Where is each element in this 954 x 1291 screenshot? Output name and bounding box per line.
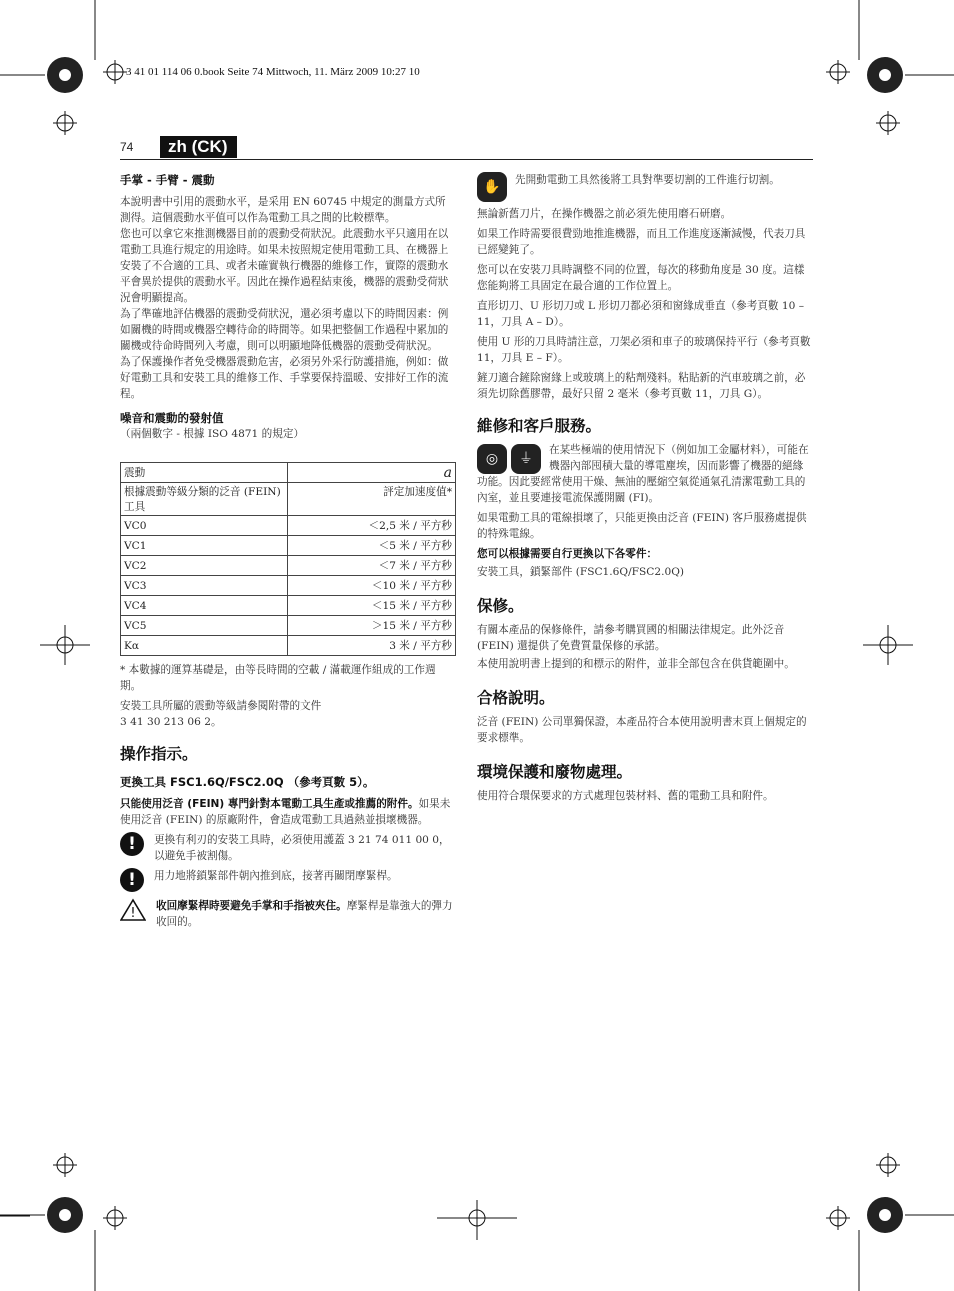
- table-row: [121, 636, 456, 656]
- warning-icon: !: [120, 832, 144, 856]
- table-subhead-left: 根據震動等級分類的泛音 (FEIN) 工具: [121, 483, 288, 516]
- right-paragraph-5: 使用 U 形的刀具時請注意，刀架必須和車子的玻璃保持平行（參考頁數 11，刀具 E – F）。: [477, 336, 811, 364]
- right-paragraph-2: 如果工作時需要很費勁地推進機器，而且工作進度逐漸減慢，代表刀具已經變鈍了。: [477, 228, 806, 256]
- environment-heading: 環境保護和廢物處理。: [477, 763, 633, 781]
- caution-text: [156, 898, 456, 930]
- acceleration-value-cell: ＜10 米 / 平方秒: [288, 576, 456, 596]
- table-row: [121, 596, 456, 616]
- caution-triangle-icon: [120, 898, 146, 922]
- table-row: [121, 536, 456, 556]
- vibration-class-cell: VC5: [121, 616, 288, 636]
- change-tool-heading: 更換工具 FSC1.6Q/FSC2.0Q （參考頁數 5）。: [120, 775, 375, 789]
- accessory-note: [120, 796, 456, 828]
- vibration-class-cell: VC1: [121, 536, 288, 556]
- parts-heading: 您可以根據需要自行更換以下各零件：: [477, 548, 658, 560]
- registration-mark-top-right: [867, 57, 954, 93]
- right-paragraph-1: 無論新舊刀片，在操作機器之前必須先使用磨石研磨。: [477, 208, 732, 220]
- registration-mark-bottom-right: [867, 1197, 954, 1233]
- warranty-paragraph-2: 本使用說明書上提到的和標示的附件，並非全部包含在供貨範圍中。: [477, 658, 795, 670]
- caution-rest: 摩緊桿是靠強大的彈力收回的。: [156, 900, 453, 928]
- file-info-line: 3 41 01 114 06 0.book Seite 74 Mittwoch, 11. März 2009 10:27 10: [126, 66, 420, 78]
- warranty-paragraph-1: 有關本產品的保修條件，請參考購買國的相關法律規定。此外泛音 (FEIN) 還提供了免費質量保修的承諾。: [477, 624, 785, 652]
- vibration-paragraph-3: 為了準確地評估機器的震動受荷狀況，還必須考慮以下的時間因素：例如關機的時間或機器空轉待命的時間等。如果把整個工作過程中累加的關機或待命時間列入考慮，則可以明顯地降低機器的震動受荷狀況。: [120, 308, 449, 352]
- left-column: [120, 172, 456, 930]
- vibration-class-cell: VC0: [121, 516, 288, 536]
- registration-mark-top-left: [0, 57, 83, 93]
- acceleration-value-cell: ＜15 米 / 平方秒: [288, 596, 456, 616]
- table-subhead-row: [121, 483, 456, 516]
- conformity-heading: 合格說明。: [477, 689, 555, 707]
- acceleration-value-cell: ＞15 米 / 平方秒: [288, 616, 456, 636]
- warning-icon: !: [120, 868, 144, 892]
- noise-subheading: （兩個數字 - 根據 ISO 4871 的規定）: [120, 428, 305, 440]
- warning-2: [120, 868, 456, 892]
- table-body: [121, 516, 456, 656]
- header-rule: [120, 159, 813, 160]
- right-paragraph-6: 鏟刀適合鏟除窗緣上或玻璃上的粘劑殘料。粘貼新的汽車玻璃之前，必須先切除舊膠帶，最好只留 2 毫米（參考頁數 11，刀具 G）。: [477, 372, 806, 400]
- warning-1: [120, 832, 456, 864]
- svg-text:!: !: [130, 906, 136, 921]
- environment-paragraph: 使用符合環保要求的方式處理包裝材料、舊的電動工具和附件。: [477, 790, 774, 802]
- right-column: [477, 172, 813, 804]
- goggles-icon: ◎: [477, 444, 507, 474]
- service-icons: [477, 444, 541, 474]
- table-row: [121, 576, 456, 596]
- warranty-heading: 保修。: [477, 597, 524, 615]
- vibration-paragraph-2: 您也可以拿它來推測機器目前的震動受荷狀況。此震動水平只適用在以電動工具進行規定的用途時。如果未按照規定使用電動工具、在機器上安裝了不合適的工具、或者未確實執行機器的維修工作，實際的震動水平會異於提供的震動水平。因此在操作過程結束後，機器的震動受荷狀況會明顯提高。: [120, 228, 449, 304]
- registration-mark-bottom-left: [0, 1197, 83, 1233]
- language-tag: zh (CK): [160, 136, 237, 158]
- cutting-note-text: 先開動電動工具然後將工具對準要切割的工件進行切割。: [515, 174, 780, 186]
- accessory-note-bold: 只能使用泛音 (FEIN) 專門針對本電動工具生產或推薦的附件。: [120, 798, 419, 810]
- table-head-left: 震動: [121, 463, 288, 483]
- table-row: [121, 616, 456, 636]
- service-paragraph-2: 如果電動工具的電線損壞了，只能更換由泛音 (FEIN) 客戶服務處提供的特殊電線。: [477, 512, 807, 540]
- vibration-table: [120, 462, 456, 656]
- vibration-class-cell: Kα: [121, 636, 288, 656]
- caution: [120, 898, 456, 930]
- cutting-note: [477, 172, 813, 202]
- table-row: [121, 516, 456, 536]
- vibration-paragraph-4: 為了保護操作者免受機器震動危害，必須另外采行防護措施，例如：做好電動工具和安裝工具的維修工作、手掌要保持溫暖、安排好工作的流程。: [120, 356, 449, 400]
- vibration-class-cell: VC3: [121, 576, 288, 596]
- parts-list: 安裝工具，鎖緊部件 (FSC1.6Q/FSC2.0Q): [477, 566, 685, 578]
- noise-heading: 噪音和震動的發射值: [120, 411, 224, 425]
- service-block: [477, 442, 813, 506]
- caution-bold: 收回摩緊桿時要避免手掌和手指被夾住。: [156, 900, 347, 912]
- vibration-paragraph-1: 本說明書中引用的震動水平，是采用 EN 60745 中規定的測量方式所測得。這個震動水平值可以作為電動工具之間的比較標準。: [120, 196, 446, 224]
- install-code: 3 41 30 213 06 2。: [120, 716, 222, 728]
- right-paragraph-3: 您可以在安裝刀具時調整不同的位置，每次的移動角度是 30 度。這樣您能夠將工具固定在最合適的工作位置上。: [477, 264, 805, 292]
- table-head-row: [121, 463, 456, 483]
- install-note: 安裝工具所屬的震動等級請參閱附帶的文件: [120, 700, 322, 712]
- warning-1-text: 更換有利刃的安裝工具時，必須使用護蓋 3 21 74 011 00 0，以避免手被割傷。: [154, 834, 450, 862]
- vibration-class-cell: VC2: [121, 556, 288, 576]
- service-heading: 維修和客戶服務。: [477, 417, 602, 435]
- conformity-paragraph: 泛音 (FEIN) 公司單獨保證，本產品符合本使用說明書末頁上個規定的要求標準。: [477, 716, 807, 744]
- accessory-note-rest: 如果未使用泛音 (FEIN) 的原廠附件，會造成電動工具過熱並損壞機器。: [120, 798, 451, 826]
- acceleration-value-cell: 3 米 / 平方秒: [288, 636, 456, 656]
- footnote: * 本數據的運算基礎是，由等長時間的空載 / 滿載運作組成的工作週期。: [120, 664, 436, 692]
- acceleration-value-cell: ＜2,5 米 / 平方秒: [288, 516, 456, 536]
- warning-2-text: 用力地將鎖緊部件朝內推到底，接著再關閉摩緊桿。: [154, 870, 398, 882]
- acceleration-value-cell: ＜5 米 / 平方秒: [288, 536, 456, 556]
- vibration-heading: 手掌 - 手臂 - 震動: [120, 173, 215, 187]
- hand-tool-icon: ✋: [477, 172, 507, 202]
- table-subhead-right: 評定加速度值*: [288, 483, 456, 516]
- table-row: [121, 556, 456, 576]
- acceleration-value-cell: ＜7 米 / 平方秒: [288, 556, 456, 576]
- page-number: 74: [120, 140, 134, 154]
- operation-heading: 操作指示。: [120, 745, 198, 763]
- table-head-right: a: [288, 463, 456, 483]
- vibration-class-cell: VC4: [121, 596, 288, 616]
- power-socket-icon: ⏚: [511, 444, 541, 474]
- right-paragraph-4: 直形切刀、U 形切刀或 L 形切刀都必須和窗緣成垂直（參考頁數 10 – 11，刀具 A – D）。: [477, 300, 805, 328]
- service-paragraph-1: 在某些極端的使用情況下（例如加工金屬材料），可能在機器內部囤積大量的導電塵埃，因而影響了機器的絕緣功能。因此要經常使用干燥、無油的壓縮空氣從通氣孔清潔電動工具的內室，並且要連接電流保護開關 (FI)。: [477, 444, 809, 504]
